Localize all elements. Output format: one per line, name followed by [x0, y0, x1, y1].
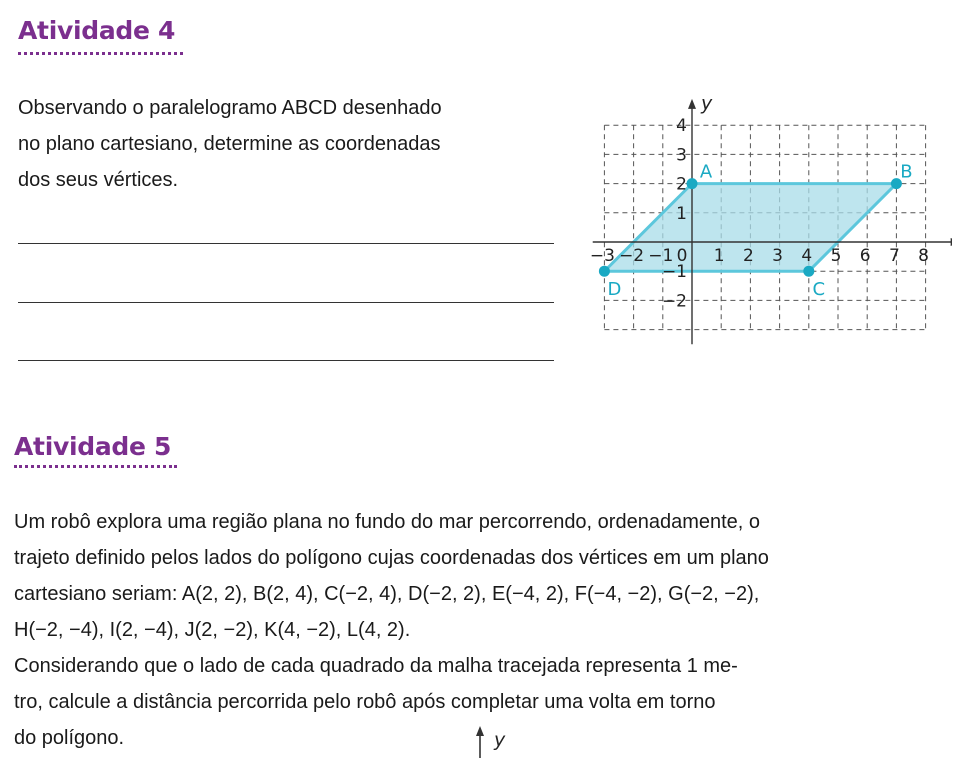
- x-axis-arrow-icon: [951, 238, 952, 246]
- activity5-paragraph-1: [14, 504, 954, 648]
- answer-line-1[interactable]: [18, 243, 554, 244]
- y-tick-label: 1: [676, 203, 687, 224]
- x-tick-label: 4: [801, 246, 813, 266]
- activity5-p2-line-2: tro, calcule a distância percorrida pelo robô após completar uma volta em torno: [14, 691, 716, 713]
- activity5-p2-line-1: Considerando que o lado de cada quadrado da malha tracejada representa 1 me-: [14, 655, 738, 677]
- y-tick-label: 2: [676, 174, 687, 195]
- x-tick-label: 1: [713, 246, 725, 266]
- y-tick-label: −2: [661, 291, 687, 312]
- activity5-p1-line-4: H(−2, −4), I(2, −4), J(2, −2), K(4, −2), L(4, 2).: [14, 619, 411, 641]
- y-tick-label: −1: [661, 262, 687, 283]
- vertex-point-d: [599, 266, 610, 277]
- y-tick-label: 4: [676, 116, 687, 137]
- activity5-p1-line-2: trajeto definido pelos lados do polígono cujas coordenadas dos vértices em um plano: [14, 547, 769, 569]
- vertex-label-c: C: [812, 279, 826, 301]
- activity4-line-1: Observando o paralelogramo ABCD desenhado: [18, 97, 442, 119]
- bottom-y-axis-label: y: [494, 729, 506, 751]
- y-tick-label: 3: [676, 145, 687, 166]
- vertex-label-a: A: [699, 161, 713, 183]
- x-tick-label: 0: [676, 246, 688, 266]
- x-tick-label: −1: [648, 246, 674, 266]
- activity4-line-2: no plano cartesiano, determine as coordenadas: [18, 133, 441, 155]
- vertex-point-a: [687, 178, 698, 189]
- activity5-title-underline: [14, 465, 177, 468]
- activity4-title: Atividade 4: [18, 16, 176, 45]
- activity5-p1-line-1: Um robô explora uma região plana no fundo do mar percorrendo, ordenadamente, o: [14, 511, 761, 533]
- x-tick-label: 8: [918, 246, 930, 266]
- vertex-point-c: [803, 266, 814, 277]
- y-axis-label: y: [701, 96, 713, 115]
- y-axis-arrow-icon: [688, 99, 696, 109]
- cartesian-plane: [582, 96, 952, 356]
- x-tick-label: 7: [888, 246, 900, 266]
- answer-line-3[interactable]: [18, 360, 554, 361]
- activity4-title-underline: [18, 52, 183, 55]
- vertex-label-b: B: [900, 161, 913, 183]
- x-tick-label: 2: [742, 246, 754, 266]
- x-tick-label: −3: [589, 246, 615, 266]
- activity4-line-3: dos seus vértices.: [18, 169, 179, 191]
- x-tick-label: 6: [859, 246, 871, 266]
- x-tick-label: 3: [772, 246, 784, 266]
- activity5-p1-line-3: cartesiano seriam: A(2, 2), B(2, 4), C(−2, 4), D(−2, 2), E(−4, 2), F(−4, −2), G(−2, −2),: [14, 583, 760, 605]
- x-tick-label: 5: [830, 246, 842, 266]
- bottom-axis-fragment: [470, 724, 530, 760]
- bottom-y-axis-arrow-icon: [476, 726, 484, 736]
- activity4-text: [18, 90, 578, 198]
- x-tick-label: −2: [619, 246, 645, 266]
- answer-line-2[interactable]: [18, 302, 554, 303]
- vertex-label-d: D: [607, 279, 622, 301]
- activity5-p2-line-3: do polígono.: [14, 727, 125, 749]
- activity5-title: Atividade 5: [14, 432, 172, 461]
